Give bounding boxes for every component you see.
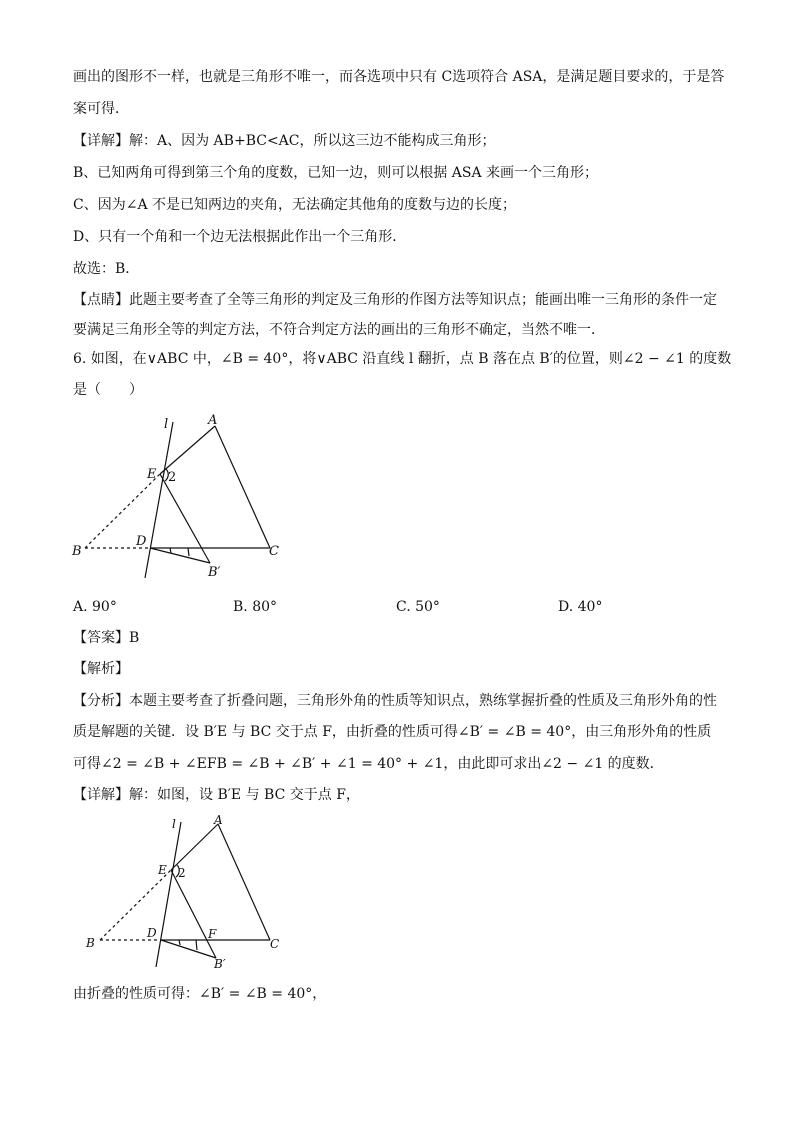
segment-EBp	[171, 870, 216, 958]
segment-AC	[218, 824, 270, 940]
question-6-line: 6. 如图，在∨ABC 中，∠B = 40°，将∨ABC 沿直线 l 翻折，点 B 落在点 B′的位置，则∠2 − ∠1 的度数	[73, 351, 732, 367]
segment-EBp	[160, 474, 210, 563]
label-l: l	[172, 817, 176, 831]
figure-1-fold-diagram	[60, 408, 300, 593]
text-line-5: C、因为∠A 不是已知两边的夹角，无法确定其他角的度数与边的长度；	[73, 197, 517, 213]
label-B: B	[72, 544, 82, 559]
option-d: D. 40°	[558, 599, 603, 615]
label-2: 2	[168, 470, 177, 485]
dashed-BE	[85, 474, 160, 548]
answer-line: 【答案】B	[73, 630, 140, 646]
label-Bp: B′	[214, 957, 226, 971]
line-l	[145, 422, 173, 578]
label-2: 2	[178, 866, 186, 880]
segment-DBp	[150, 548, 210, 563]
label-A: A	[208, 413, 218, 428]
text-line-1: 画出的图形不一样，也就是三角形不唯一，而各选项中只有 C选项符合 ASA，是满足题目要求的，于是答	[73, 69, 725, 85]
analysis-line-3: 可得∠2 = ∠B + ∠EFB = ∠B + ∠B′ + ∠1 = 40° + ∠1，由此即可求出∠2 − ∠1 的度数．	[73, 756, 664, 772]
label-B: B	[86, 936, 95, 950]
label-D: D	[147, 926, 157, 940]
analysis-heading: 【解析】	[73, 661, 129, 677]
segment-AC	[215, 426, 270, 548]
label-C: C	[269, 544, 279, 559]
text-line-2: 案可得．	[73, 101, 129, 117]
text-line-7: 故选：B．	[73, 261, 140, 277]
analysis-line-1: 【分析】本题主要考查了折叠问题，三角形外角的性质等知识点，熟练掌握折叠的性质及三角形外角的性	[73, 693, 717, 709]
text-line-8: 【点睛】此题主要考查了全等三角形的判定及三角形的作图方法等知识点；能画出唯一三角形的条件一定	[73, 292, 717, 308]
label-A: A	[214, 813, 223, 827]
option-c: C. 50°	[396, 599, 440, 615]
label-C: C	[270, 937, 280, 951]
text-line-6: D、只有一个角和一个边无法根据此作出一个三角形．	[73, 229, 407, 245]
option-b: B. 80°	[233, 599, 278, 615]
label-l: l	[164, 417, 169, 432]
label-Bp: B′	[208, 565, 221, 580]
text-line-4: B、已知两角可得到第三个角的度数，已知一边，则可以根据 ASA 来画一个三角形；	[73, 165, 598, 181]
text-line-3: 【详解】解：A、因为 AB+BC<AC，所以这三边不能构成三角形；	[73, 133, 496, 149]
figure-2-fold-diagram	[78, 812, 308, 972]
label-D: D	[136, 534, 147, 549]
label-F: F	[208, 927, 217, 941]
analysis-line-2: 质是解题的关键．设 B′E 与 BC 交于点 F，由折叠的性质可得∠B′ = ∠B = 40°，由三角形外角的性质	[73, 724, 712, 740]
final-line: 由折叠的性质可得：∠B′ = ∠B = 40°，	[73, 986, 327, 1002]
question-6-tail: 是（ ）	[73, 382, 143, 398]
option-a: A. 90°	[73, 599, 117, 615]
label-E: E	[147, 467, 157, 482]
dashed-BE	[100, 870, 171, 940]
text-line-9: 要满足三角形全等的判定方法，不符合判定方法的画出的三角形不确定，当然不唯一．	[73, 322, 605, 338]
label-E: E	[158, 863, 167, 877]
segment-EA	[171, 824, 218, 870]
detail-line: 【详解】解：如图，设 B′E 与 BC 交于点 F，	[73, 787, 360, 803]
